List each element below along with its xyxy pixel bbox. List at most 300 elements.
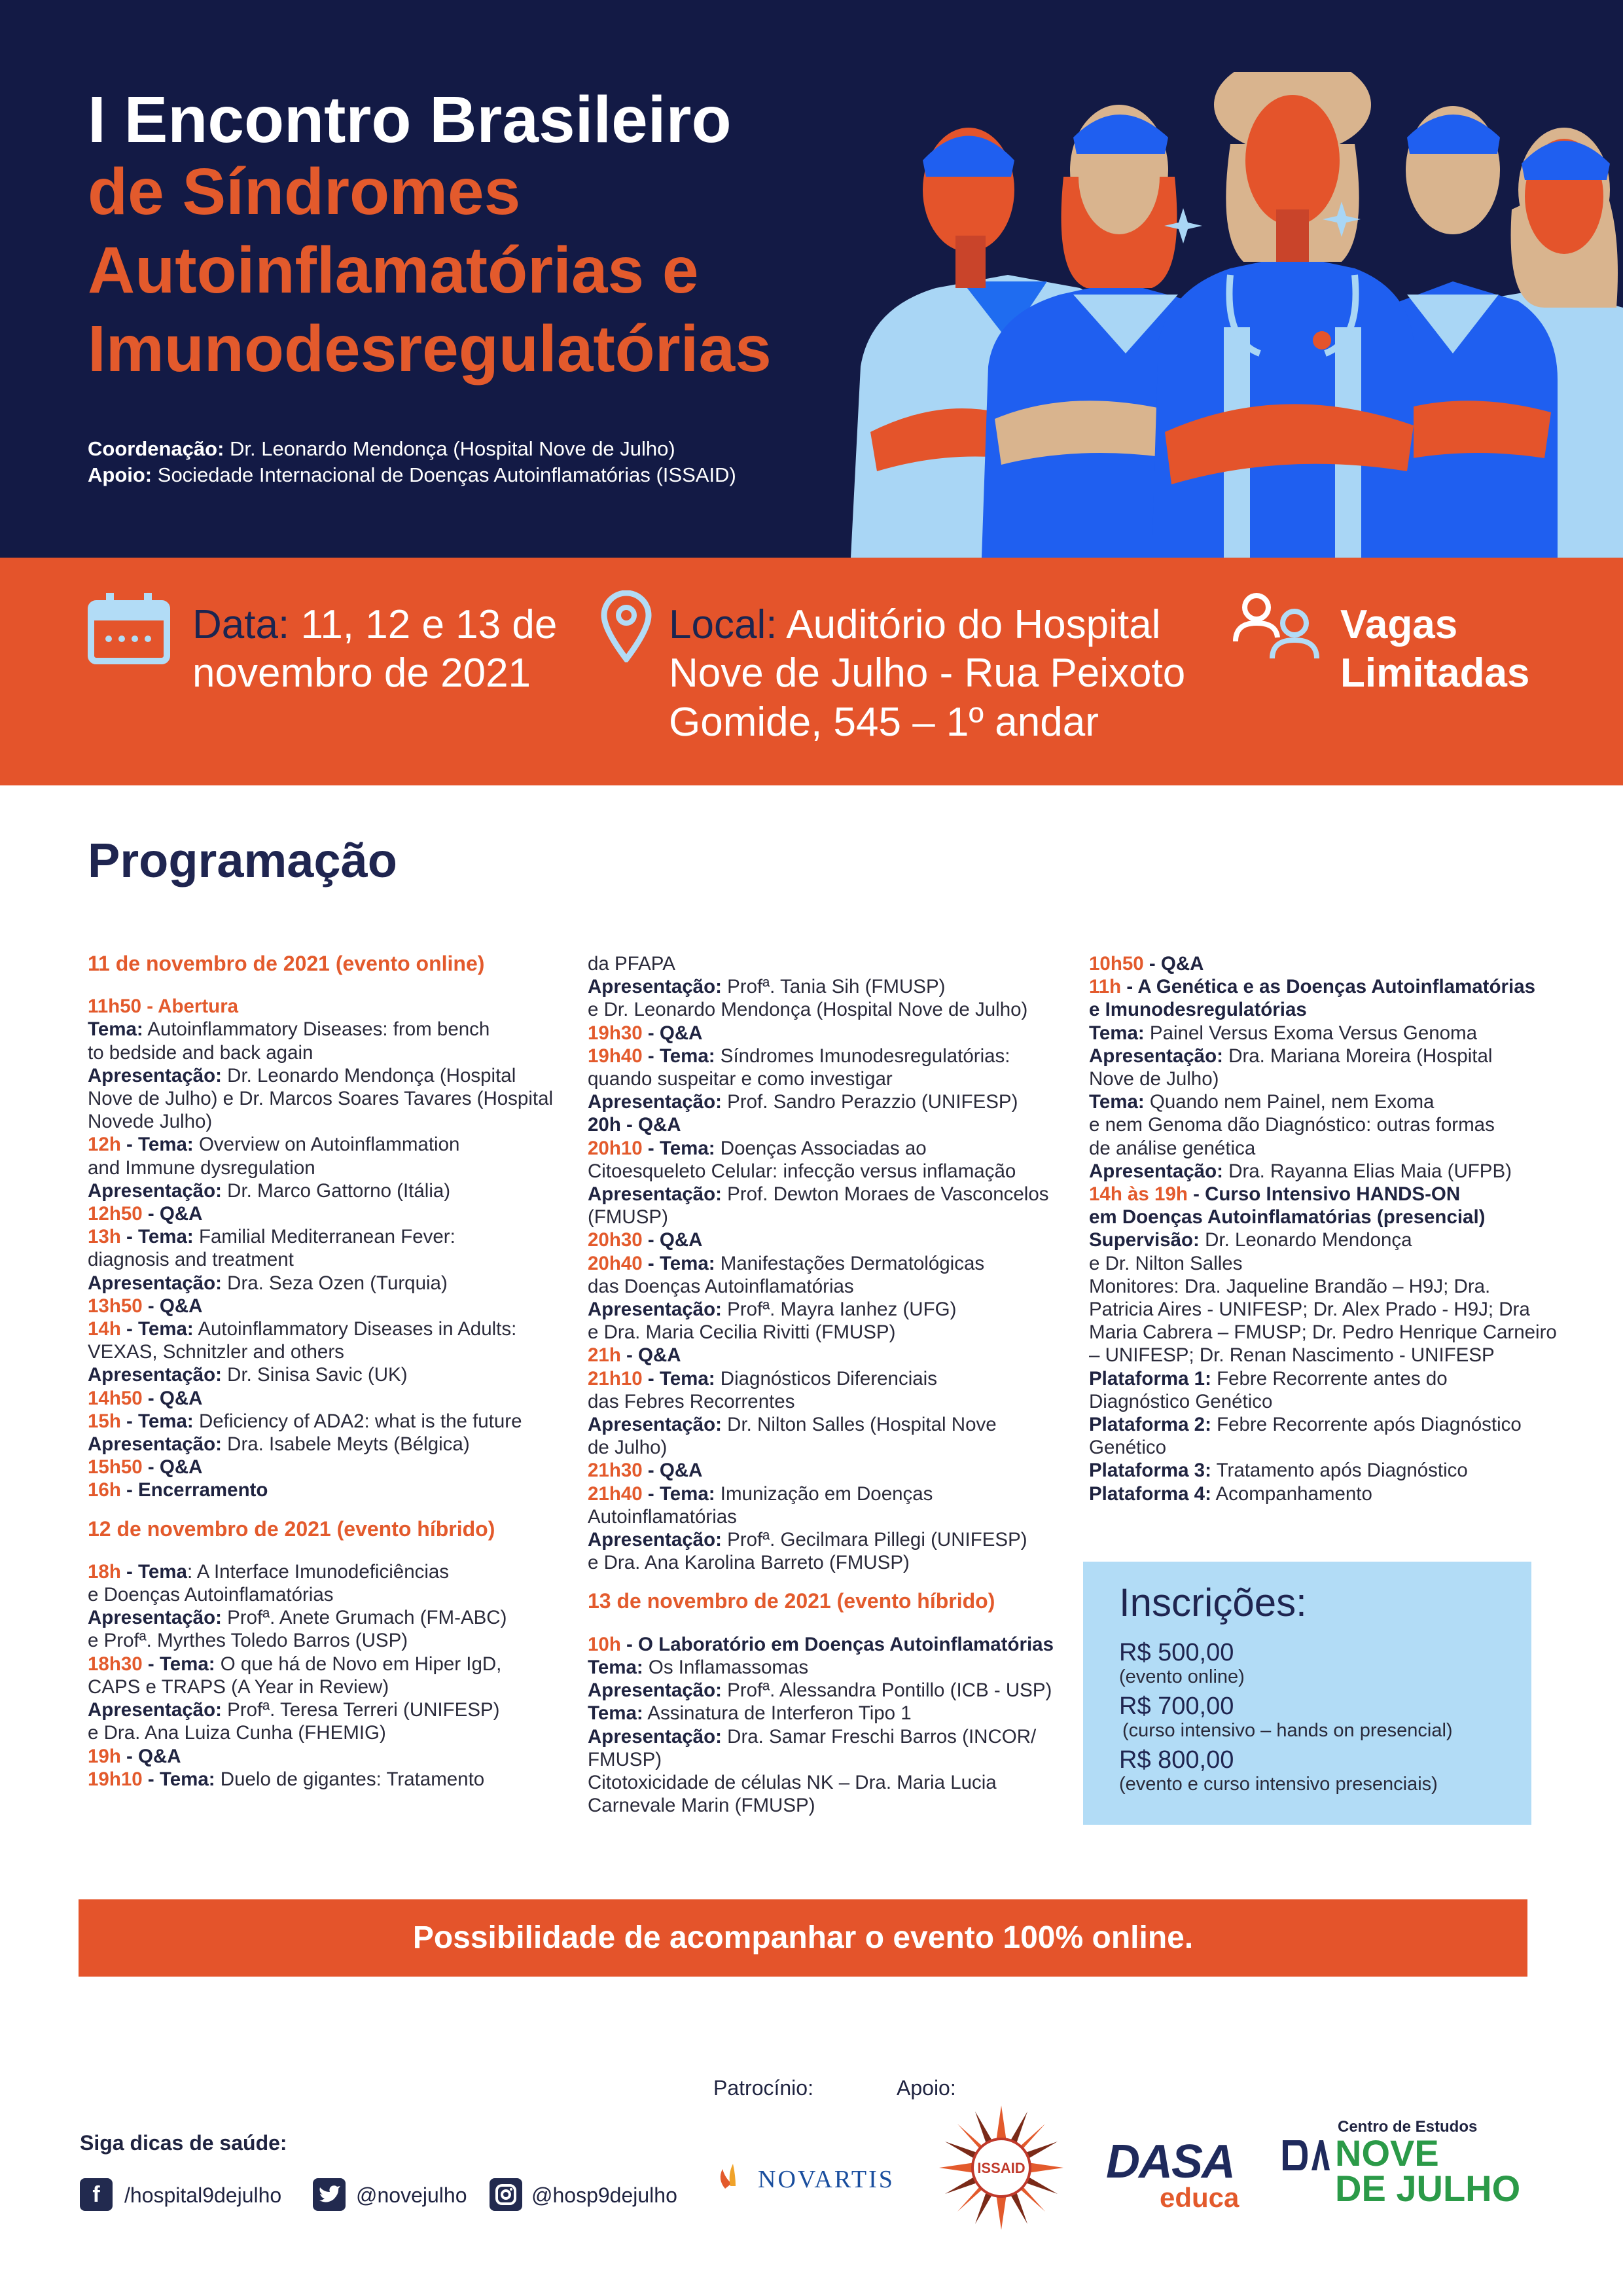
- schedule-text: - Q&A: [620, 1344, 681, 1367]
- support-label: Apoio:: [897, 2076, 956, 2100]
- schedule-text: em Doenças Autoinflamatórias (presencial): [1089, 1206, 1486, 1229]
- price-full: R$ 800,00: [1119, 1746, 1234, 1774]
- schedule-text: Profª. Gecilmara Pillegi (UNIFESP): [721, 1529, 1027, 1551]
- schedule-line: [588, 1206, 1059, 1229]
- schedule-day-2-cont: [588, 952, 1059, 1574]
- schedule-text: - Q&A: [642, 1229, 703, 1251]
- schedule-text: Dra. Rayanna Elias Maia (UFPB): [1222, 1160, 1512, 1182]
- schedule-line: [588, 975, 1059, 998]
- facebook-link[interactable]: /hospital9dejulho: [124, 2183, 282, 2207]
- event-location: Local: Auditório do Hospital Nove de Julho - Rua Peixoto Gomide, 545 – 1º andar: [669, 602, 1186, 745]
- schedule-text: VEXAS, Schnitzler and others: [88, 1341, 344, 1363]
- schedule-line: [588, 1367, 1059, 1390]
- schedule-text: e Profª. Myrthes Toledo Barros (USP): [88, 1630, 408, 1652]
- schedule-text: Patricia Aires - UNIFESP; Dr. Alex Prado - H9J; Dra: [1089, 1299, 1530, 1321]
- schedule-text: - Q&A: [142, 1295, 203, 1317]
- schedule-text: Apresentação:: [88, 1699, 222, 1721]
- schedule-text: Apresentação:: [588, 976, 722, 998]
- schedule-text: - Q&A: [642, 1460, 703, 1482]
- schedule-text: Dra. Seza Ozen (Turquia): [221, 1272, 448, 1294]
- schedule-text: 21h30: [588, 1460, 643, 1482]
- schedule-text: 21h: [588, 1344, 621, 1367]
- schedule-line: [588, 1160, 1059, 1183]
- schedule-text: - Tema:: [142, 1768, 215, 1790]
- schedule-line: [588, 1183, 1059, 1206]
- instagram-link[interactable]: @hosp9dejulho: [531, 2183, 677, 2207]
- schedule-text: Doenças Associadas ao: [715, 1137, 927, 1159]
- coordination-line: Coordenação: Dr. Leonardo Mendonça (Hospital Nove de Julho): [88, 437, 675, 460]
- schedule-line: [88, 1087, 559, 1110]
- schedule-text: - Q&A: [142, 1203, 203, 1225]
- schedule-text: 19h10: [88, 1768, 143, 1790]
- schedule-text: 11h: [1089, 976, 1122, 998]
- novartis-logo-icon: [716, 2160, 747, 2191]
- schedule-line: [588, 1702, 1059, 1725]
- issaid-logo-icon: [936, 2102, 1067, 2233]
- schedule-text: 12h: [88, 1134, 121, 1156]
- program-column-2: [588, 952, 1059, 1817]
- schedule-text: das Febres Recorrentes: [588, 1390, 795, 1412]
- schedule-text: 21h40: [588, 1482, 643, 1505]
- schedule-text: Plataforma 2:: [1089, 1414, 1211, 1436]
- schedule-text: Plataforma 1:: [1089, 1367, 1211, 1390]
- schedule-text: Dra. Mariana Moreira (Hospital: [1222, 1045, 1493, 1067]
- schedule-text: Profª. Mayra Ianhez (UFG): [721, 1299, 957, 1321]
- schedule-line: [1089, 952, 1560, 975]
- schedule-text: 14h: [88, 1318, 121, 1340]
- schedule-line: [88, 1768, 559, 1791]
- schedule-text: e Dra. Ana Luiza Cunha (FHEMIG): [88, 1722, 386, 1744]
- schedule-line: [88, 1676, 559, 1698]
- program-column-1: [88, 952, 559, 1791]
- schedule-text: e Imunodesregulatórias: [1089, 999, 1307, 1021]
- schedule-line: [88, 1745, 559, 1768]
- schedule-text: e Dra. Maria Cecilia Rivitti (FMUSP): [588, 1321, 896, 1344]
- schedule-text: Nove de Julho): [1089, 1068, 1219, 1090]
- schedule-line: [588, 998, 1059, 1021]
- schedule-text: Monitores: Dra. Jaqueline Brandão – H9J; Dra.: [1089, 1275, 1491, 1297]
- program-column-3: [1089, 952, 1560, 1505]
- registration-title: Inscrições:: [1119, 1581, 1307, 1624]
- schedule-text: Novede Julho): [88, 1111, 213, 1133]
- schedule-day-1: [88, 995, 559, 1501]
- schedule-text: Dr. Sinisa Savic (UK): [221, 1364, 408, 1386]
- schedule-text: 18h30: [88, 1653, 143, 1675]
- schedule-line: [1089, 1413, 1560, 1436]
- schedule-text: 11h50 - Abertura: [88, 996, 239, 1018]
- schedule-line: [588, 952, 1059, 975]
- schedule-line: [588, 1137, 1059, 1160]
- schedule-line: [588, 1725, 1059, 1748]
- schedule-text: 15h: [88, 1410, 121, 1432]
- schedule-text: Imunização em Doenças: [715, 1482, 933, 1505]
- schedule-text: 20h10: [588, 1137, 643, 1159]
- day-heading-1: 11 de novembro de 2021 (evento online): [88, 952, 485, 975]
- schedule-line: [1089, 1390, 1560, 1413]
- schedule-text: Profª. Alessandra Pontillo (ICB - USP): [721, 1679, 1052, 1702]
- nove-de-julho-logo-icon: [1281, 2139, 1330, 2172]
- schedule-text: – UNIFESP; Dr. Renan Nascimento - UNIFESP: [1089, 1344, 1495, 1367]
- schedule-line: [1089, 1045, 1560, 1067]
- location-pin-icon: [601, 590, 652, 662]
- schedule-text: 20h30: [588, 1229, 643, 1251]
- schedule-text: diagnosis and treatment: [88, 1249, 294, 1271]
- schedule-line: [1089, 1137, 1560, 1160]
- schedule-line: [588, 1275, 1059, 1298]
- registration-box: [1083, 1562, 1531, 1825]
- schedule-line: [1089, 1090, 1560, 1113]
- schedule-text: - Tema:: [642, 1367, 715, 1390]
- schedule-text: Síndromes Imunodesregulatórias:: [715, 1045, 1010, 1067]
- schedule-text: - Q&A: [142, 1456, 203, 1479]
- schedule-text: Apresentação:: [88, 1272, 222, 1294]
- schedule-text: Os Inflamassomas: [643, 1656, 809, 1678]
- issaid-logo-text: ISSAID: [977, 2160, 1026, 2176]
- schedule-line: [588, 1022, 1059, 1045]
- schedule-line: [88, 1248, 559, 1271]
- schedule-text: Apresentação:: [88, 1607, 222, 1629]
- schedule-text: Quando nem Painel, nem Exoma: [1144, 1091, 1435, 1113]
- schedule-line: [588, 1482, 1059, 1505]
- schedule-line: [1089, 1298, 1560, 1321]
- schedule-line: [88, 1560, 559, 1583]
- schedule-text: 19h: [88, 1745, 121, 1767]
- schedule-text: Dr. Marco Gattorno (Itália): [221, 1179, 451, 1202]
- schedule-text: - Tema:: [120, 1226, 194, 1248]
- schedule-line: [588, 1090, 1059, 1113]
- schedule-line: [588, 1551, 1059, 1574]
- title-line-4: Imunodesregulatórias: [88, 312, 772, 386]
- schedule-text: Profª. Tania Sih (FMUSP): [721, 976, 946, 998]
- sponsor-label: Patrocínio:: [713, 2076, 813, 2100]
- schedule-line: [88, 1295, 559, 1318]
- schedule-text: CAPS e TRAPS (A Year in Review): [88, 1676, 389, 1698]
- schedule-text: Genético: [1089, 1437, 1167, 1459]
- schedule-text: Citoesqueleto Celular: infecção versus inflamação: [588, 1160, 1016, 1182]
- schedule-line: [588, 1067, 1059, 1090]
- schedule-line: [88, 1157, 559, 1179]
- schedule-text: de análise genética: [1089, 1137, 1256, 1159]
- schedule-text: Febre Recorrente antes do: [1211, 1367, 1448, 1390]
- schedule-text: - Tema:: [642, 1045, 715, 1067]
- schedule-text: - Encerramento: [120, 1479, 268, 1501]
- schedule-text: 12h50: [88, 1203, 143, 1225]
- schedule-text: Autoinflammatory Diseases in Adults:: [193, 1318, 517, 1340]
- schedule-text: Apresentação:: [588, 1299, 722, 1321]
- schedule-text: - Tema:: [642, 1482, 715, 1505]
- schedule-text: Apresentação:: [588, 1414, 722, 1436]
- schedule-line: [88, 1410, 559, 1433]
- schedule-text: - Q&A: [142, 1387, 203, 1409]
- schedule-text: 18h: [88, 1560, 121, 1583]
- schedule-text: - Q&A: [642, 1022, 703, 1044]
- schedule-text: Tema:: [588, 1656, 643, 1678]
- schedule-line: [88, 1018, 559, 1041]
- schedule-text: - Tema: [120, 1560, 187, 1583]
- schedule-text: - A Genética e as Doenças Autoinflamatórias: [1121, 976, 1536, 998]
- schedule-text: Carnevale Marin (FMUSP): [588, 1795, 815, 1817]
- schedule-line: [88, 995, 559, 1018]
- schedule-text: - Tema:: [120, 1134, 194, 1156]
- centro-estudos-label: Centro de Estudos: [1338, 2118, 1478, 2136]
- person-center: [1152, 72, 1414, 558]
- schedule-line: [88, 1583, 559, 1606]
- schedule-text: 10h50: [1089, 953, 1144, 975]
- schedule-text: Dr. Nilton Salles (Hospital Nove: [721, 1414, 997, 1436]
- schedule-text: - Tema:: [120, 1410, 194, 1432]
- schedule-line: [88, 1363, 559, 1386]
- day-heading-2: 12 de novembro de 2021 (evento híbrido): [88, 1516, 495, 1541]
- price-course: R$ 700,00: [1119, 1693, 1234, 1720]
- schedule-line: [588, 1344, 1059, 1367]
- schedule-line: [88, 1340, 559, 1363]
- schedule-text: Apresentação:: [88, 1179, 222, 1202]
- schedule-line: [588, 1390, 1059, 1413]
- schedule-line: [588, 1748, 1059, 1771]
- schedule-text: Profª. Teresa Terreri (UNIFESP): [221, 1699, 500, 1721]
- schedule-line: [88, 1721, 559, 1744]
- schedule-line: [88, 1110, 559, 1133]
- schedule-text: - Curso Intensivo HANDS-ON: [1187, 1183, 1461, 1206]
- schedule-text: Apresentação:: [88, 1433, 222, 1456]
- price-course-note: (curso intensivo – hands on presencial): [1122, 1720, 1453, 1741]
- schedule-line: [588, 1045, 1059, 1067]
- price-online-note: (evento online): [1119, 1666, 1245, 1687]
- support-line: Apoio: Sociedade Internacional de Doenças Autoinflamatórias (ISSAID): [88, 463, 736, 486]
- people-icon: [1230, 589, 1322, 662]
- schedule-line: [1089, 1229, 1560, 1251]
- schedule-line: [1089, 1459, 1560, 1482]
- title-line-1: I Encontro Brasileiro: [88, 83, 732, 156]
- schedule-text: Apresentação:: [88, 1364, 222, 1386]
- schedule-line: [88, 1202, 559, 1225]
- schedule-line: [588, 1679, 1059, 1702]
- twitter-link[interactable]: @novejulho: [356, 2183, 467, 2207]
- schedule-text: - Tema:: [642, 1137, 715, 1159]
- price-full-note: (evento e curso intensivo presenciais): [1119, 1774, 1438, 1795]
- schedule-text: Autoinflamatórias: [588, 1505, 737, 1528]
- limited-seats: Vagas Limitadas: [1340, 602, 1530, 696]
- schedule-text: Tratamento após Diagnóstico: [1211, 1460, 1468, 1482]
- schedule-text: e Dra. Ana Karolina Barreto (FMUSP): [588, 1552, 910, 1574]
- schedule-text: (FMUSP): [588, 1206, 668, 1229]
- schedule-text: e Dr. Nilton Salles: [1089, 1252, 1243, 1274]
- schedule-text: Duelo de gigantes: Tratamento: [215, 1768, 485, 1790]
- title-line-2: de Síndromes: [88, 155, 521, 228]
- schedule-text: e nem Genoma dão Diagnóstico: outras formas: [1089, 1114, 1495, 1136]
- schedule-text: Diagnósticos Diferenciais: [715, 1367, 937, 1390]
- schedule-line: [588, 1298, 1059, 1321]
- schedule-day-3: [588, 1633, 1059, 1818]
- calendar-icon: [88, 592, 170, 665]
- event-date: Data: 11, 12 e 13 de novembro de 2021: [192, 602, 558, 696]
- schedule-line: [88, 1456, 559, 1479]
- schedule-text: Dra. Samar Freschi Barros (INCOR/: [721, 1725, 1037, 1748]
- schedule-text: Diagnóstico Genético: [1089, 1390, 1273, 1412]
- schedule-text: and Immune dysregulation: [88, 1157, 315, 1179]
- schedule-line: [588, 1656, 1059, 1679]
- instagram-icon[interactable]: [490, 2178, 522, 2211]
- schedule-text: 19h40: [588, 1045, 643, 1067]
- schedule-line: [1089, 1321, 1560, 1344]
- schedule-day-2: [88, 1560, 559, 1791]
- schedule-line: [88, 1653, 559, 1676]
- schedule-text: Apresentação:: [588, 1183, 722, 1206]
- schedule-line: [1089, 1067, 1560, 1090]
- schedule-line: [588, 1794, 1059, 1817]
- title-line-3: Autoinflamatórias e: [88, 234, 699, 307]
- schedule-text: Familial Mediterranean Fever:: [193, 1226, 455, 1248]
- schedule-text: e Dr. Leonardo Mendonça (Hospital Nove de Julho): [588, 999, 1028, 1021]
- schedule-text: O que há de Novo em Hiper IgD,: [215, 1653, 502, 1675]
- schedule-text: das Doenças Autoinflamatórias: [588, 1275, 854, 1297]
- schedule-line: [1089, 1160, 1560, 1183]
- schedule-line: [1089, 1113, 1560, 1136]
- schedule-text: 10h: [588, 1633, 621, 1655]
- online-banner: Possibilidade de acompanhar o evento 100% online.: [79, 1899, 1527, 1977]
- dasa-educa-logo: educa: [1160, 2182, 1240, 2213]
- schedule-text: Profª. Anete Grumach (FM-ABC): [221, 1607, 507, 1629]
- schedule-line: [88, 1064, 559, 1087]
- schedule-text: 20h - Q&A: [588, 1114, 681, 1136]
- schedule-text: quando suspeitar e como investigar: [588, 1068, 893, 1090]
- schedule-line: [1089, 1367, 1560, 1390]
- schedule-line: [1089, 1252, 1560, 1275]
- schedule-text: Citotoxicidade de células NK – Dra. Maria Lucia: [588, 1771, 997, 1793]
- schedule-line: [588, 1633, 1059, 1656]
- schedule-line: [1089, 1482, 1560, 1505]
- schedule-text: da PFAPA: [588, 953, 675, 975]
- schedule-text: Dr. Leonardo Mendonça (Hospital: [221, 1064, 516, 1086]
- info-band: [0, 558, 1623, 785]
- schedule-line: [588, 1528, 1059, 1551]
- schedule-line: [588, 1459, 1059, 1482]
- schedule-line: [88, 1272, 559, 1295]
- schedule-text: Painel Versus Exoma Versus Genoma: [1144, 1022, 1478, 1044]
- schedule-text: 14h às 19h: [1089, 1183, 1188, 1206]
- schedule-text: Apresentação:: [88, 1064, 222, 1086]
- schedule-line: [588, 1505, 1059, 1528]
- schedule-text: Apresentação:: [588, 1725, 722, 1748]
- schedule-text: Tema:: [1089, 1022, 1145, 1044]
- schedule-line: [1089, 1436, 1560, 1459]
- schedule-text: 13h50: [88, 1295, 143, 1317]
- schedule-text: - Q&A: [1143, 953, 1204, 975]
- schedule-text: Plataforma 3:: [1089, 1460, 1211, 1482]
- schedule-line: [88, 1179, 559, 1202]
- schedule-line: [1089, 975, 1560, 998]
- schedule-line: [88, 1479, 559, 1501]
- schedule-text: Apresentação:: [588, 1091, 722, 1113]
- schedule-text: Supervisão:: [1089, 1229, 1200, 1251]
- schedule-text: de Julho): [588, 1437, 668, 1459]
- schedule-line: [88, 1225, 559, 1248]
- schedule-line: [1089, 1022, 1560, 1045]
- schedule-day-3-cont: [1089, 952, 1560, 1505]
- schedule-text: Dra. Isabele Meyts (Bélgica): [221, 1433, 470, 1456]
- schedule-text: : A Interface Imunodeficiências: [187, 1560, 450, 1583]
- schedule-text: - Q&A: [120, 1745, 181, 1767]
- schedule-text: Assinatura de Interferon Tipo 1: [643, 1702, 912, 1725]
- schedule-text: Apresentação:: [1089, 1160, 1223, 1182]
- schedule-text: Manifestações Dermatológicas: [715, 1252, 985, 1274]
- schedule-text: Overview on Autoinflammation: [193, 1134, 460, 1156]
- schedule-line: [588, 1436, 1059, 1459]
- schedule-text: Prof. Dewton Moraes de Vasconcelos: [721, 1183, 1049, 1206]
- schedule-text: Prof. Sandro Perazzio (UNIFESP): [721, 1091, 1018, 1113]
- schedule-text: 21h10: [588, 1367, 643, 1390]
- schedule-text: 19h30: [588, 1022, 643, 1044]
- dasa-logo: DASA: [1106, 2136, 1235, 2188]
- schedule-text: Apresentação:: [1089, 1045, 1223, 1067]
- schedule-line: [588, 1113, 1059, 1136]
- schedule-text: Deficiency of ADA2: what is the future: [193, 1410, 522, 1432]
- schedule-text: Tema:: [588, 1702, 643, 1725]
- day-heading-3: 13 de novembro de 2021 (evento híbrido): [588, 1589, 995, 1613]
- novartis-logo: NOVARTIS: [758, 2166, 895, 2193]
- schedule-text: 14h50: [88, 1387, 143, 1409]
- schedule-line: [588, 1252, 1059, 1275]
- schedule-line: [88, 1387, 559, 1410]
- schedule-line: [588, 1413, 1059, 1436]
- schedule-line: [588, 1229, 1059, 1251]
- schedule-text: Febre Recorrente após Diagnóstico: [1211, 1414, 1522, 1436]
- de-julho-logo-text: DE JULHO: [1335, 2168, 1521, 2209]
- nove-logo-text: NOVE: [1335, 2132, 1439, 2174]
- schedule-line: [588, 1771, 1059, 1794]
- schedule-text: 15h50: [88, 1456, 143, 1479]
- schedule-text: e Doenças Autoinflamatórias: [88, 1584, 334, 1606]
- schedule-text: - Tema:: [120, 1318, 194, 1340]
- schedule-text: Tema:: [88, 1018, 143, 1041]
- schedule-text: Acompanhamento: [1211, 1482, 1372, 1505]
- twitter-icon[interactable]: [313, 2178, 346, 2211]
- schedule-text: 20h40: [588, 1252, 643, 1274]
- schedule-line: [88, 1433, 559, 1456]
- schedule-line: [88, 1041, 559, 1064]
- schedule-text: Apresentação:: [588, 1679, 722, 1702]
- schedule-line: [88, 1606, 559, 1629]
- schedule-text: Dr. Leonardo Mendonça: [1199, 1229, 1412, 1251]
- schedule-text: to bedside and back again: [88, 1041, 313, 1064]
- schedule-text: - Tema:: [642, 1252, 715, 1274]
- twitter-bird-icon: [318, 2185, 340, 2204]
- schedule-line: [88, 1318, 559, 1340]
- schedule-line: [88, 1629, 559, 1652]
- schedule-line: [1089, 998, 1560, 1021]
- schedule-text: Nove de Julho) e Dr. Marcos Soares Tavares (Hospital: [88, 1088, 554, 1110]
- schedule-line: [1089, 1344, 1560, 1367]
- schedule-text: Apresentação:: [588, 1529, 722, 1551]
- price-online: R$ 500,00: [1119, 1639, 1234, 1666]
- facebook-icon[interactable]: f: [80, 2178, 113, 2211]
- instagram-camera-icon: [495, 2183, 517, 2206]
- schedule-line: [1089, 1275, 1560, 1298]
- schedule-text: Plataforma 4:: [1089, 1482, 1211, 1505]
- schedule-text: Tema:: [1089, 1091, 1145, 1113]
- social-title: Siga dicas de saúde:: [80, 2131, 287, 2155]
- hero-banner: [0, 0, 1623, 558]
- schedule-text: Maria Cabrera – FMUSP; Dr. Pedro Henrique Carneiro: [1089, 1321, 1557, 1344]
- schedule-text: 13h: [88, 1226, 121, 1248]
- schedule-text: - Tema:: [142, 1653, 215, 1675]
- schedule-text: Autoinflammatory Diseases: from bench: [143, 1018, 490, 1041]
- schedule-line: [588, 1321, 1059, 1344]
- doctors-illustration: [838, 72, 1623, 558]
- schedule-text: FMUSP): [588, 1748, 662, 1770]
- schedule-line: [88, 1698, 559, 1721]
- schedule-text: 16h: [88, 1479, 121, 1501]
